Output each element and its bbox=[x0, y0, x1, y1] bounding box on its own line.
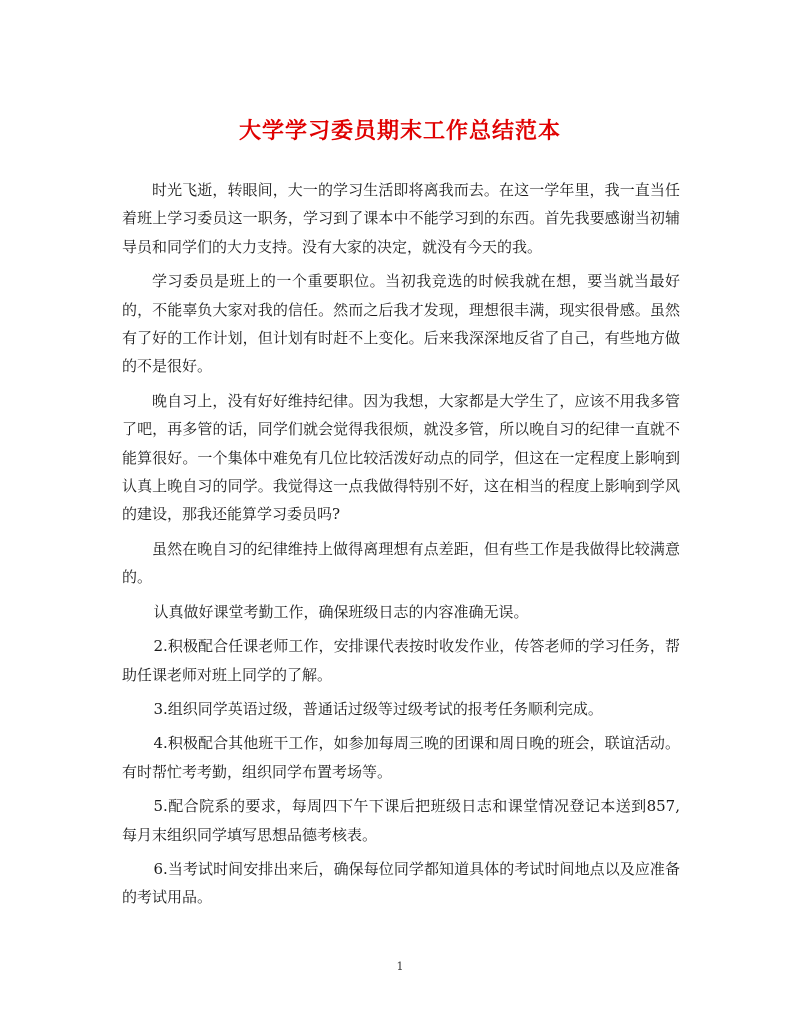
list-item: 认真做好课堂考勤工作，确保班级日志的内容准确无误。 bbox=[153, 602, 529, 621]
page-number: 1 bbox=[396, 960, 404, 973]
paragraph: 时光飞逝，转眼间，大一的学习生活即将离我而去。在这一学年里，我一直当任着班上学习委员这一职务，学习到了课本中不能学习到的东西。首先我要感谢当初辅导员和同学们的大力支持。没有大家的决定，就没有今天的我。 bbox=[122, 181, 680, 256]
list-item: 2.积极配合任课老师工作，安排课代表按时收发作业，传答老师的学习任务，帮助任课老师对班上同学的了解。 bbox=[122, 637, 680, 684]
list-item: 5.配合院系的要求，每周四下午下课后把班级日志和课堂情况登记本送到857,每月末组织同学填写思想品德考核表。 bbox=[122, 797, 680, 844]
list-item: 6.当考试时间安排出来后，确保每位同学都知道具体的考试时间地点以及应准备的考试用品。 bbox=[122, 859, 680, 907]
paragraph: 学习委员是班上的一个重要职位。当初我竞选的时候我就在想，要当就当最好的，不能辜负大家对我的信任。然而之后我才发现，理想很丰满，现实很骨感。虽然有了好的工作计划，但计划有时赶不上变化。后来我深深地反省了自己，有些地方做的不是很好。 bbox=[122, 272, 680, 376]
document-body bbox=[122, 176, 680, 918]
paragraph: 晚自习上，没有好好维持纪律。因为我想，大家都是大学生了，应该不用我多管了吧，再多管的话，同学们就会觉得我很烦，就没多管，所以晚自习的纪律一直就不能算很好。一个集体中难免有几位比较活泼好动点的同学，但这在一定程度上影响到认真上晚自习的同学。我觉得这一点我做得特别不好，这在相当的程度上影响到学风的建设，那我还能算学习委员吗? bbox=[122, 391, 680, 524]
list-item: 4.积极配合其他班干工作，如参加每周三晚的团课和周日晚的班会，联谊活动。有时帮忙考考勤，组织同学布置考场等。 bbox=[122, 734, 680, 781]
list-item: 3.组织同学英语过级，普通话过级等过级考试的报考任务顺利完成。 bbox=[153, 699, 603, 718]
document-title: 大学学习委员期末工作总结范本 bbox=[238, 119, 561, 144]
paragraph: 虽然在晚自习的纪律维持上做得离理想有点差距，但有些工作是我做得比较满意的。 bbox=[122, 539, 680, 587]
